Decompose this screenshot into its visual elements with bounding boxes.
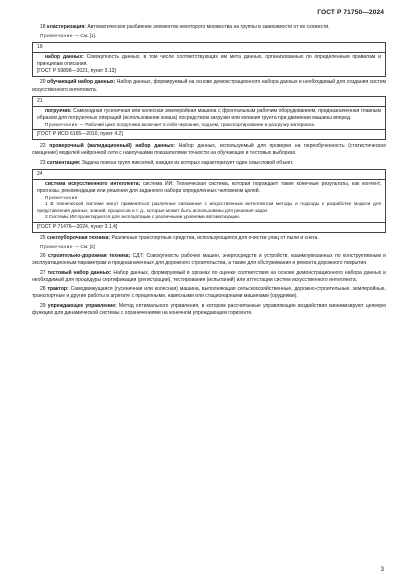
standard-designation: ГОСТ Р 71750—2024 (317, 9, 384, 16)
term-name: обучающий набор данных: (47, 79, 116, 86)
term-name: трактор: (47, 286, 69, 293)
term-number: 24 (33, 170, 385, 180)
terms-section (32, 24, 386, 319)
term-note (37, 122, 381, 128)
term-note (32, 33, 386, 39)
term-name: снегоуборочная техника: (47, 235, 111, 242)
term-number: 29 (40, 302, 46, 309)
note-label: Примечание (40, 33, 74, 39)
term-note-2: 2 Системы ИИ проектируются для эксплуатации с различными уровнями автоматизации. (45, 214, 241, 220)
term-entry-22 (32, 143, 386, 157)
note-label: Примечание (40, 244, 74, 250)
term-number: 26 (40, 253, 46, 260)
term-source: [ГОСТ Р 59898—2021, пункт 3.13] (37, 67, 116, 74)
term-source: [ГОСТ Р 71476—2024, пункт 3.1.4] (37, 223, 118, 230)
term-definition: СДТ: Совокупность рабочих машин, энергосредств и устройств, взаимоувязанных по конструктивным и эксплуатационным параметрам и предназначенных для дорожного строительства, а также для обслуживания и ремонта дорожного покрытия. (32, 253, 386, 267)
note-text: — См. [2] (73, 244, 95, 250)
note-label: Примечание (45, 122, 79, 128)
page-number: 3 (380, 567, 384, 573)
term-number: 18 (40, 24, 46, 30)
term-definition: система ИИ: Техническая система, которая порождает такие конечные результаты, как контент, прогнозы, рекомендации или решения для заданного набора определенных человеком целей. (37, 180, 381, 194)
term-box-24 (32, 169, 386, 233)
term-number: 28 (40, 286, 46, 293)
term-name: сегментация: (47, 159, 81, 166)
term-number: 19 (33, 43, 385, 53)
term-number: 21 (33, 97, 385, 107)
note-text: — См. [1]. (73, 33, 97, 39)
term-definition: Самодвижущаяся (гусеничная или колесная) машина, выполняющая сельскохозяйственные, дорожно-строительные, землеройные, транспортные и другие работы в агрегате с прицепными, навесными или стационарными машинами (орудиями). (32, 286, 386, 300)
term-number: 20 (40, 79, 46, 86)
term-box-19 (32, 42, 386, 77)
term-number: 22 (40, 142, 46, 149)
term-box-21 (32, 96, 386, 140)
term-note (32, 244, 386, 250)
term-definition: Автоматическое разбиение элементов некоторого множества на группы в зависимости от их схожести. (85, 24, 330, 30)
term-entry-23 (32, 160, 386, 167)
note-text: — Рабочий цикл погрузчика включает в себя черпание, подъем, транспортирование и разгрузку материала. (78, 122, 316, 128)
term-name: тестовый набор данных: (47, 269, 112, 276)
term-number: 27 (40, 269, 46, 276)
term-number: 25 (40, 235, 46, 242)
term-definition: Набор данных, используемый для проверки на переобученность (статистическое смещение) моделей нейронной сети с наилучшими показателями точности на обучающих и тестовых выборках. (32, 142, 387, 157)
term-name: кластеризация: (47, 24, 86, 30)
term-name: система искусственного интеллекта; (45, 180, 141, 187)
term-definition: Самоходная гусеничная или колесная землеройная машина с фронтальным рабочим оборудованием, предназначенная главным образом для погрузочных операций (использование ковша) посредством загрузки или копания грунта при движении машины вперед. (37, 108, 381, 122)
term-definition: Совокупность данных, в том числе соответствующих им мета данных, организованных по определенным правилам и принципам описания. (37, 53, 381, 67)
term-entry-24 (33, 180, 385, 223)
term-note-1: 1 В технической системе могут применяться различные связанные с искусственным интеллектом методы и подходы к разработке модели для представления данных, знаний, процессов и т. д., которые может быть использованы для решения задач. (37, 201, 381, 213)
term-source: [ГОСТ Р ИСО 6165—2010, пункт 4.2] (37, 131, 123, 138)
term-entry-27 (32, 270, 386, 284)
term-name: строительно-дорожная техника; (48, 253, 131, 260)
term-entry-21 (33, 107, 385, 130)
term-entry-20 (32, 79, 386, 93)
term-entry-28 (32, 286, 386, 300)
term-number: 23 (40, 159, 46, 166)
term-entry-25 (32, 235, 386, 242)
term-definition: Задача поиска групп пикселей, каждая из которых характеризует один смысловой объект. (80, 159, 294, 166)
term-definition: Набор данных, формируемый в органах по оценке соответствия на основе демонстрационного набора данных и необходимый для процедуры сертификации (регистрации), тестирования (испытаний) или аттестации систем искусственного интеллекта. (32, 269, 386, 283)
term-name: погрузчик: (45, 108, 72, 115)
term-definition: Различные транспортные средства, использующиеся для очистки улиц от пыли и снега. (110, 235, 319, 242)
term-entry-18 (32, 24, 386, 31)
term-definition: Метод оптимального управления, в котором рассчитанные управляющие воздействия минимизируют целевую функцию для динамической системы с ограничениями на конечном упреждающем горизонте. (32, 302, 386, 317)
term-name: упреждающее управление: (47, 302, 117, 309)
term-name: набор данных: (45, 53, 84, 60)
term-entry-26 (32, 253, 386, 267)
term-entry-19 (33, 53, 385, 76)
term-entry-29 (32, 303, 386, 317)
term-name: проверочный (валидационный) набор данных: (49, 142, 176, 149)
notes-heading: Примечания (45, 194, 79, 200)
term-definition: Набор данных, формируемый на основе демонстрационного набора данных и необходимый для создания систем искусственного интеллекта. (32, 79, 386, 93)
